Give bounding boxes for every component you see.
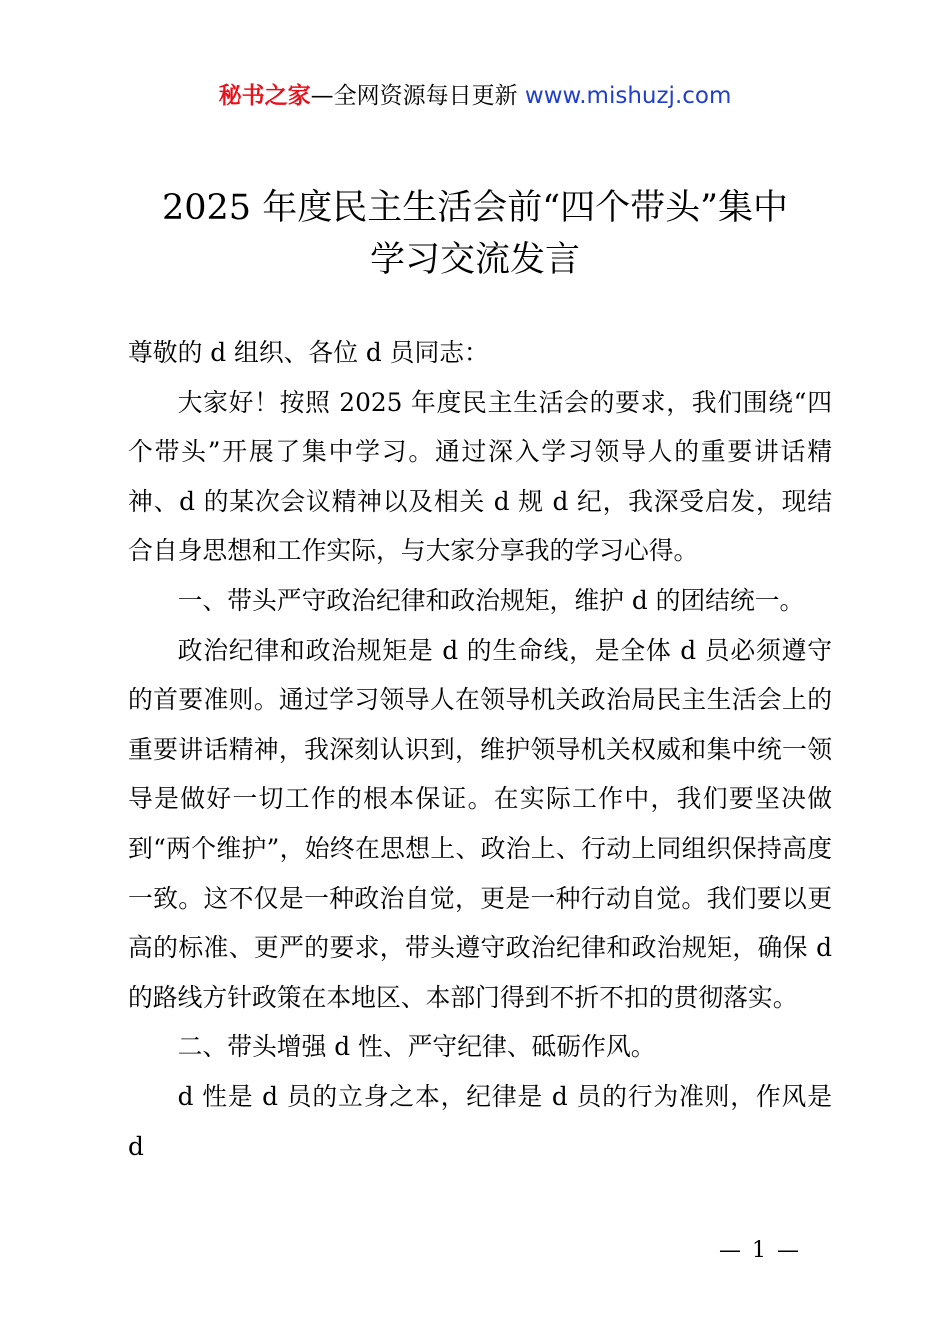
title-line-1: 2025 年度民主生活会前“四个带头”集中 xyxy=(162,188,788,228)
salutation: 尊敬的 d 组织、各位 d 员同志： xyxy=(128,338,489,367)
paragraph-section-2: d 性是 d 员的立身之本，纪律是 d 员的行为准则，作风是 d xyxy=(128,1081,832,1161)
section-heading-2: 二、带头增强 d 性、严守纪律、砥砺作风。 xyxy=(177,1032,656,1062)
site-header xyxy=(0,80,950,112)
page-number: — 1 — xyxy=(719,1238,801,1263)
paragraph-greeting: 大家好！按照 2025 年度民主生活会的要求，我们围绕“四个带头”开展了集中学习。通过深入学习领导人的重要讲话精神、d 的某次会议精神以及相关 d 规 d 纪，我深受启发，现结合自身思想和工作实际，与大家分享我的学习心得。 xyxy=(128,387,832,566)
site-url-link[interactable]: www.mishuzj.com xyxy=(524,83,732,109)
document-body xyxy=(128,328,832,1171)
section-heading-1: 一、带头严守政治纪律和政治规矩，维护 d 的团结统一。 xyxy=(177,585,805,615)
paragraph-section-1: 政治纪律和政治规矩是 d 的生命线，是全体 d 员必须遵守的首要准则。通过学习领导人在领导机关政治局民主生活会上的重要讲话精神，我深刻认识到，维护领导机关权威和集中统一领导是做好一切工作的根本保证。在实际工作中，我们要坚决做到“两个维护”，始终在思想上、政治上、行动上同组织保持高度一致。这不仅是一种政治自觉，更是一种行动自觉。我们要以更高的标准、更严的要求，带头遵守政治纪律和政治规矩，确保 d 的路线方针政策在本地区、本部门得到不折不扣的贯彻落实。 xyxy=(128,635,832,1012)
title-line-2: 学习交流发言 xyxy=(369,240,580,280)
document-title xyxy=(100,182,850,286)
brand-name: 秘书之家 xyxy=(218,83,311,109)
header-tagline: —全网资源每日更新 xyxy=(310,83,525,109)
